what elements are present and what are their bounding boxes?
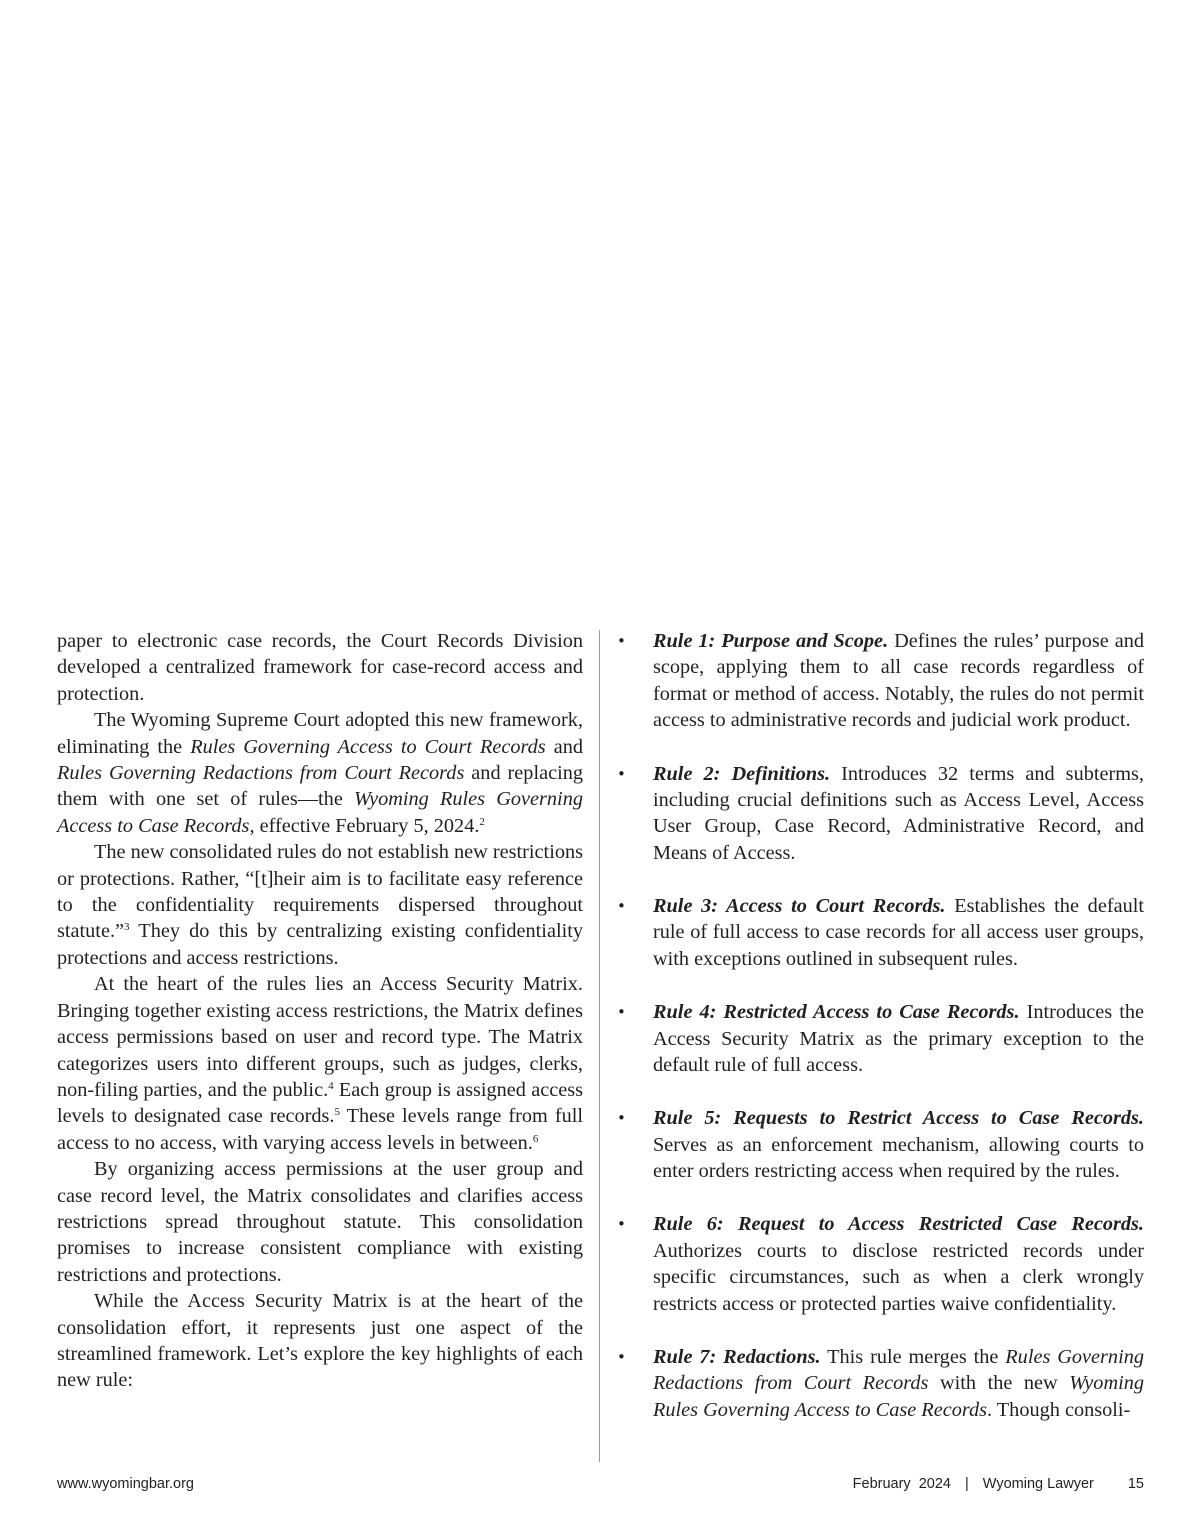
rules-list xyxy=(617,628,1144,1450)
bullet-icon: • xyxy=(617,1347,626,1366)
bullet-icon: • xyxy=(617,897,626,916)
rule-name-italic: Rules Governing Redactions from Court Records xyxy=(57,762,465,785)
rule-title: Rule 1: Purpose and Scope. xyxy=(653,630,889,652)
paragraph-text: paper to electronic case records, the Court Records Division developed a centralized framework for case-record access and protection. xyxy=(57,630,583,705)
paragraph-continued xyxy=(57,628,583,707)
footer-separator: | xyxy=(965,1476,969,1492)
rule-description: Introduces 32 terms and subterms, including crucial definitions such as Access Level, Access User Group, Case Record, Administrative Record, and Means of Access. xyxy=(653,762,1144,864)
paragraph-text: The new consolidated rules do not establish new restrictions or protections. Rather, “[t]heir aim is to facilitate easy reference to the confidentiality requirements dispersed throughout statute.” xyxy=(57,841,583,943)
rule-list-item xyxy=(617,999,1144,1078)
rule-description: with the new xyxy=(928,1372,1070,1395)
rule-list-item xyxy=(617,1211,1144,1317)
rule-title: Rule 5: Requests to Restrict Access to Case Records. xyxy=(653,1107,1144,1130)
paragraph-text: These levels range from full access to no access, with varying access levels in between. xyxy=(57,1105,583,1154)
paragraph-access-security-matrix xyxy=(57,971,583,1156)
paragraph-key-highlights xyxy=(57,1288,583,1394)
footer-publication: Wyoming Lawyer xyxy=(982,1476,1094,1492)
column-divider xyxy=(599,630,600,1462)
paragraph-text: While the Access Security Matrix is at the heart of the consolidation effort, it represents just one aspect of the streamlined framework. Let’s explore the key highlights of each new rule: xyxy=(57,1290,583,1392)
rule-name-italic: Wyoming Rules Governing Access to Case Records xyxy=(57,788,583,837)
rule-description: . Though consoli- xyxy=(987,1398,1131,1421)
rule-name-italic: Rules Governing Redactions from Court Records xyxy=(653,1345,1144,1395)
page-number: 15 xyxy=(1127,1476,1144,1492)
footer-issue-info xyxy=(853,1476,1144,1492)
paragraph-text: The Wyoming Supreme Court adopted this new framework, eliminating the xyxy=(57,709,583,758)
rule-list-item-redactions xyxy=(617,1344,1144,1423)
paragraph-text: Each group is assigned access levels to designated case records. xyxy=(57,1078,583,1128)
footnote-marker: 5 xyxy=(334,1106,340,1119)
rule-description: Authorizes courts to disclose restricted records under specific circumstances, such as when a clerk wrongly restricts access or protected parties waive confidentiality. xyxy=(653,1239,1144,1315)
rule-title: Rule 2: Definitions. xyxy=(653,762,831,785)
rule-list-item xyxy=(617,628,1144,734)
bullet-icon: • xyxy=(617,1215,626,1234)
rule-description: This rule merges the xyxy=(820,1345,1006,1368)
footnote-marker: 4 xyxy=(328,1079,334,1092)
paragraph-text: They do this by centralizing existing confidentiality protections and access restrictions. xyxy=(57,920,583,969)
paragraph-text: By organizing access permissions at the user group and case record level, the Matrix consolidates and clarifies access restrictions spread throughout statute. This consolidation promises to increase consistent compliance with existing restrictions and protections. xyxy=(57,1158,583,1286)
paragraph-framework-adoption xyxy=(57,707,583,839)
bullet-icon: • xyxy=(617,764,626,783)
rule-title: Rule 7: Redactions. xyxy=(653,1345,821,1368)
rule-title: Rule 3: Access to Court Records. xyxy=(653,895,946,918)
left-column xyxy=(57,628,583,1394)
rule-title: Rule 6: Request to Access Restricted Case Records. xyxy=(653,1213,1144,1236)
footnote-marker: 3 xyxy=(124,921,130,934)
paragraph-organizing-permissions xyxy=(57,1156,583,1288)
footer-issue-date: February 2024 xyxy=(852,1476,951,1492)
rule-list-item xyxy=(617,761,1144,867)
rule-name-italic: Rules Governing Access to Court Records xyxy=(190,735,546,758)
paragraph-text: , effective February 5, 2024. xyxy=(249,814,480,837)
rule-description: Serves as an enforcement mechanism, allowing courts to enter orders restricting access when required by the rules. xyxy=(653,1133,1144,1183)
page-footer xyxy=(57,1476,1144,1498)
bullet-icon: • xyxy=(617,1003,626,1022)
rule-list-item xyxy=(617,1105,1144,1184)
rule-list-item xyxy=(617,893,1144,972)
footnote-marker: 2 xyxy=(479,815,485,828)
paragraph-consolidated-rules xyxy=(57,839,583,971)
footer-website: www.wyomingbar.org xyxy=(57,1476,194,1492)
bullet-icon: • xyxy=(617,632,626,650)
rule-name-italic: Wyoming Rules Governing Access to Case Records xyxy=(653,1372,1145,1421)
paragraph-text: and xyxy=(545,735,584,758)
rule-description: Establishes the default rule of full access to case records for all access user groups, with exceptions outlined in subsequent rules. xyxy=(653,895,1144,970)
rule-description: Defines the rules’ purpose and scope, applying them to all case records regardless of format or method of access. Notably, the rules do not permit access to administrative records and judicial work product. xyxy=(653,630,1144,732)
bullet-icon: • xyxy=(617,1109,626,1128)
rule-title: Rule 4: Restricted Access to Case Records. xyxy=(653,1001,1020,1024)
paragraph-text: and replacing them with one set of rules—the xyxy=(57,762,584,811)
rule-description: Introduces the Access Security Matrix as the primary exception to the default rule of full access. xyxy=(653,1001,1144,1076)
footnote-marker: 6 xyxy=(532,1132,539,1145)
paragraph-text: At the heart of the rules lies an Access Security Matrix. Bringing together existing access restrictions, the Matrix defines access permissions based on user and record type. The Matrix categorizes users into different groups, such as judges, clerks, non-filing parties, and the public. xyxy=(57,973,583,1101)
